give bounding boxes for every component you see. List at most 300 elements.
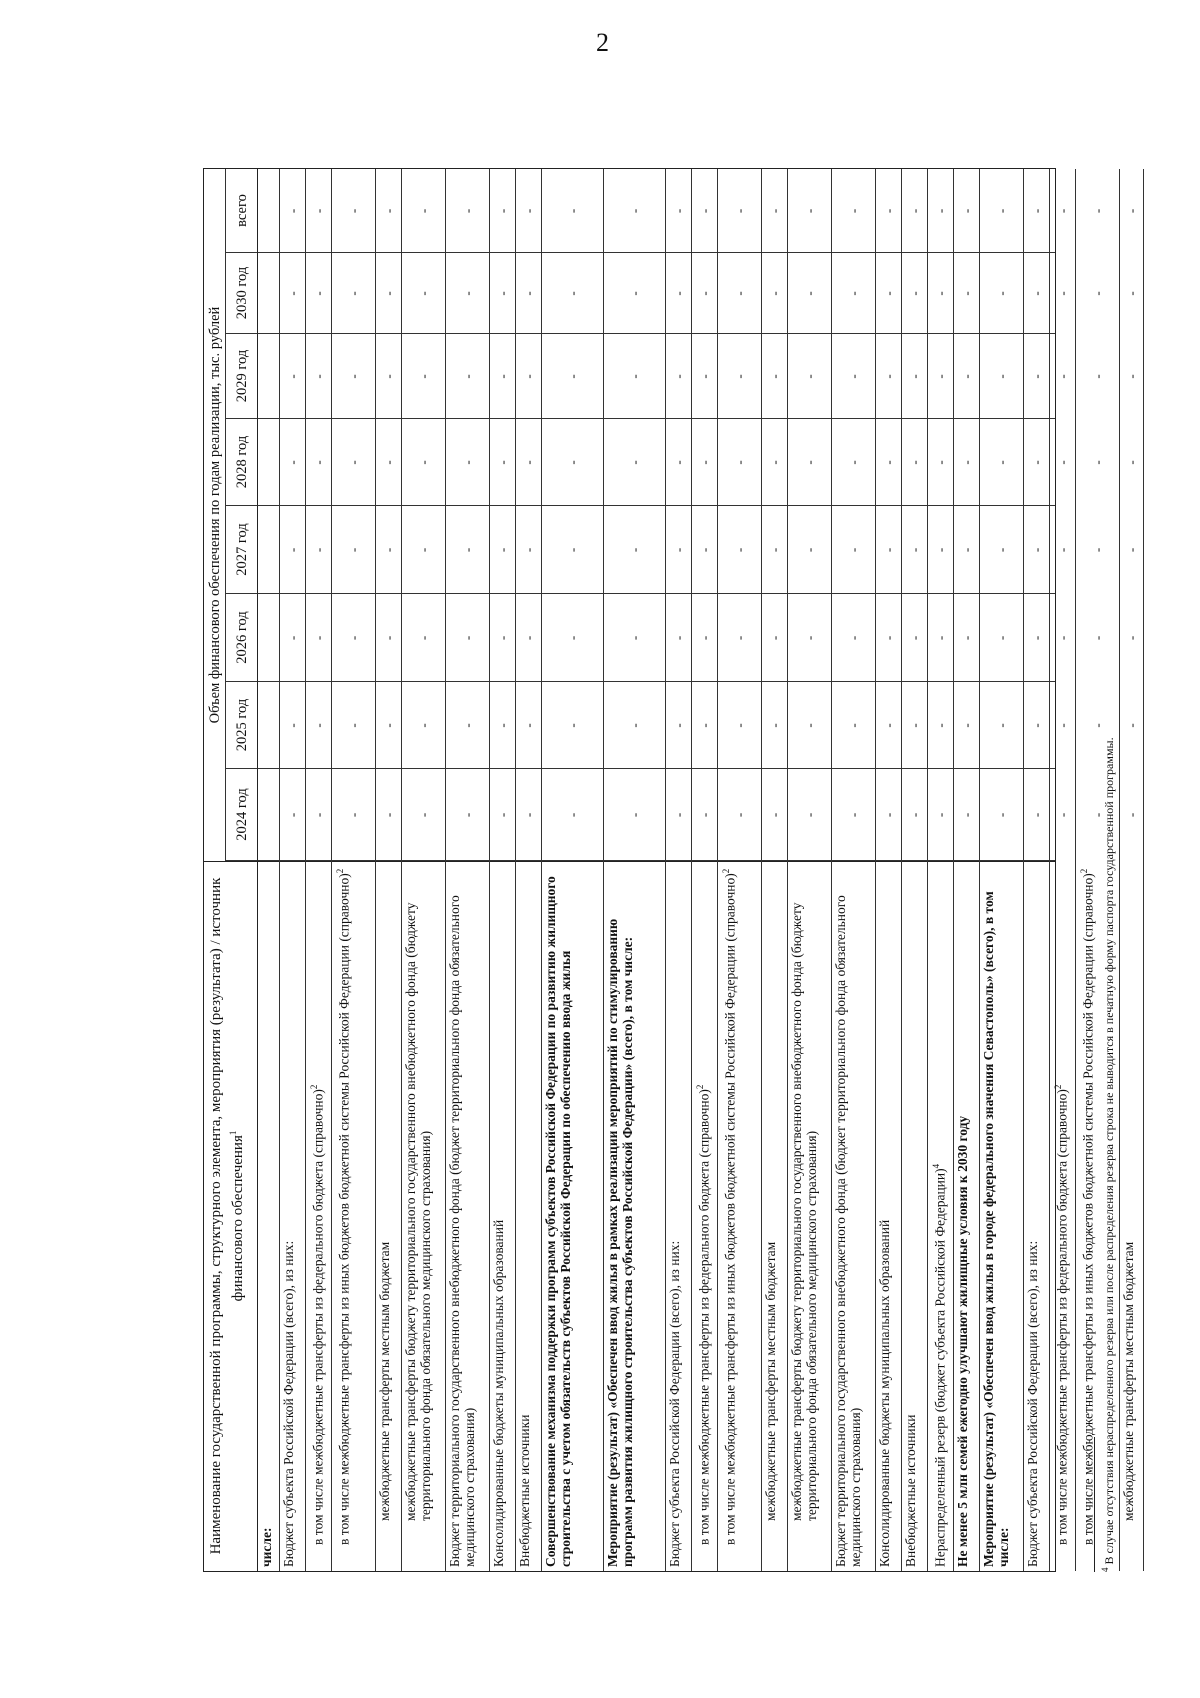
row-value-cell: - — [1055, 635, 1070, 641]
row-label-text: в том числе межбюджетные трансферты из федерального бюджета (справочно) — [310, 1089, 326, 1545]
row-value-cell: - — [460, 547, 475, 553]
table-row — [1120, 169, 1144, 1571]
finance-group-header: Объем финансового обеспечения по годам реализации, тыс. рублей — [204, 169, 226, 861]
row-value-cell: - — [907, 723, 922, 728]
row-value-cell: - — [697, 374, 712, 379]
row-value-cell: - — [285, 723, 300, 728]
row-label-text: Внебюджетные источники — [517, 1414, 532, 1567]
row-value-cell: - — [959, 635, 974, 641]
row-value-cell: - — [846, 723, 861, 728]
row-value-cell: - — [346, 460, 361, 465]
row-value-cell: - — [767, 723, 782, 728]
row-value-cell: - — [346, 208, 361, 214]
footnote — [1100, 172, 1117, 1572]
row-value-cell: - — [521, 812, 536, 818]
row-value-cell: - — [1090, 547, 1105, 553]
table-row — [516, 169, 542, 1571]
row-value-cell: - — [994, 723, 1009, 728]
row-value-cell: - — [907, 547, 922, 553]
row-value-cell: - — [416, 291, 431, 296]
row-value-cell: - — [907, 208, 922, 214]
row-value-cell: - — [521, 291, 536, 296]
table-row — [542, 169, 604, 1571]
row-value-cell: - — [460, 460, 475, 465]
row-value-cell: - — [381, 723, 396, 728]
year-header-6: 2030 год — [226, 253, 258, 334]
row-value-cell: - — [565, 723, 580, 728]
row-value-cell: - — [767, 460, 782, 465]
row-value-cell: - — [1124, 547, 1139, 553]
row-label-text: межбюджетные трансферты бюджету территориального государственного внебюджетного фонда (бюджету территориального фонда обязательного медицинского страхования) — [789, 902, 819, 1521]
row-value-cell: - — [311, 374, 326, 379]
row-value-cell: - — [1029, 291, 1044, 296]
table-row — [954, 169, 980, 1571]
row-value-cell: - — [416, 460, 431, 465]
table-row — [1024, 169, 1050, 1571]
row-value-cell: - — [416, 208, 431, 214]
row-value-cell: - — [802, 547, 817, 553]
row-value-cell: - — [933, 812, 948, 818]
row-value-cell: - — [311, 812, 326, 818]
row-label — [1025, 865, 1040, 1567]
row-label-text: межбюджетные трансферты местным бюджетам — [377, 1241, 392, 1521]
row-label-text: Внебюджетные источники — [903, 1414, 918, 1567]
row-value-cell: - — [381, 208, 396, 214]
row-value-cell: - — [381, 812, 396, 818]
row-label-text: в том числе межбюджетные трансферты из иных бюджетов бюджетной системы Российской Федерации (справочно) — [336, 873, 352, 1545]
row-value-cell: - — [933, 208, 948, 214]
row-value-cell: - — [959, 291, 974, 296]
row-label-text: Бюджет субъекта Российской Федерации (всего), из них: — [281, 1240, 296, 1567]
table-row — [788, 169, 832, 1571]
row-label-text: числе: — [259, 1527, 274, 1567]
table-row — [446, 169, 490, 1571]
row-value-cell: - — [802, 374, 817, 379]
row-value-cell: - — [521, 460, 536, 465]
rotated-page-content — [0, 88, 1200, 1698]
name-column-header — [204, 861, 258, 1571]
row-label-text: Консолидированные бюджеты муниципальных образований — [877, 1219, 892, 1567]
row-label — [281, 865, 296, 1567]
year-header-5: 2029 год — [226, 334, 258, 419]
row-value-cell: - — [285, 208, 300, 214]
row-value-cell: - — [311, 460, 326, 465]
row-value-cell — [258, 419, 279, 506]
row-value-cell: - — [697, 723, 712, 728]
year-header-4: 2028 год — [226, 419, 258, 506]
row-label-text: Мероприятие (результат) «Обеспечен ввод жилья в рамках реализации мероприятий по стимулированию программ развития жилищного строительства субъектов Российской Федерации» (всего), в том числе: — [605, 918, 635, 1567]
row-label — [543, 865, 573, 1567]
row-value-cell: - — [767, 374, 782, 379]
row-value-cell: - — [933, 547, 948, 553]
row-label — [491, 865, 506, 1567]
row-label-sup: 2 — [1079, 868, 1089, 874]
table-row — [928, 169, 954, 1571]
row-value-cell: - — [881, 635, 896, 641]
row-value-cell: - — [959, 723, 974, 728]
row-value-cell: - — [802, 723, 817, 728]
row-value-cell: - — [381, 547, 396, 553]
row-value-cell: - — [1029, 374, 1044, 379]
row-value-cell: - — [1055, 208, 1070, 214]
row-value-cell: - — [846, 208, 861, 214]
row-value-cell: - — [1029, 208, 1044, 214]
table-row — [876, 169, 902, 1571]
row-value-cell: - — [732, 460, 747, 465]
table-row — [832, 169, 876, 1571]
row-value-cell: - — [346, 812, 361, 818]
row-value-cell: - — [732, 547, 747, 553]
row-value-cell: - — [346, 547, 361, 553]
row-value-cell: - — [1029, 723, 1044, 728]
table-row — [402, 169, 446, 1571]
name-column-header-text: Наименование государственной программы, структурного элемента, мероприятия (результата) / источник финансового обеспечения — [208, 877, 246, 1555]
row-value-cell: - — [846, 460, 861, 465]
row-value-cell: - — [1055, 374, 1070, 379]
year-header-7: всего — [226, 169, 258, 253]
table-row — [980, 169, 1024, 1571]
row-label — [693, 865, 712, 1545]
row-value-cell: - — [627, 460, 642, 465]
row-value-cell: - — [1090, 374, 1105, 379]
row-value-cell: - — [767, 812, 782, 818]
row-value-cell: - — [311, 723, 326, 728]
row-value-cell: - — [994, 374, 1009, 379]
table-row — [692, 169, 718, 1571]
row-label-text: в том числе межбюджетные трансферты из федерального бюджета (справочно) — [696, 1089, 712, 1545]
row-label — [955, 865, 970, 1567]
row-value-cell: - — [994, 635, 1009, 641]
row-value-cell: - — [881, 723, 896, 728]
page-number: 2 — [596, 28, 609, 57]
row-value-cell: - — [881, 460, 896, 465]
row-value-cell: - — [381, 460, 396, 465]
row-value-cell: - — [1055, 291, 1070, 296]
row-value-cell: - — [495, 547, 510, 553]
row-value-cell: - — [994, 812, 1009, 818]
row-value-cell: - — [933, 374, 948, 379]
row-label — [719, 865, 738, 1545]
row-value-cell: - — [767, 635, 782, 641]
row-value-cell: - — [627, 208, 642, 214]
row-value-cell: - — [285, 635, 300, 641]
row-value-cell: - — [1124, 635, 1139, 641]
row-value-cell: - — [311, 635, 326, 641]
row-value-cell: - — [933, 723, 948, 728]
row-label-text: в том числе межбюджетные трансферты из иных бюджетов бюджетной системы Российской Федерации (справочно) — [722, 873, 738, 1545]
row-value-cell: - — [416, 812, 431, 818]
row-value-cell: - — [959, 460, 974, 465]
row-value-cell: - — [732, 723, 747, 728]
row-value-cell: - — [495, 723, 510, 728]
row-value-cell: - — [627, 547, 642, 553]
row-label-text: Бюджет территориального государственного внебюджетного фонда (бюджет территориального фонда обязательного медицинского страхования) — [447, 895, 477, 1567]
row-value-cell: - — [907, 635, 922, 641]
row-value-cell: - — [1124, 812, 1139, 818]
row-label — [789, 865, 819, 1521]
row-value-cell — [258, 506, 279, 594]
row-value-cell: - — [1124, 291, 1139, 296]
row-value-cell: - — [565, 547, 580, 553]
row-value-cell: - — [416, 547, 431, 553]
table-row — [306, 169, 332, 1571]
row-value-cell — [258, 334, 279, 419]
row-value-cell: - — [285, 291, 300, 296]
row-label — [447, 865, 477, 1567]
row-value-cell: - — [311, 291, 326, 296]
table-row — [902, 169, 928, 1571]
row-label — [1077, 865, 1096, 1545]
row-label — [1051, 865, 1070, 1545]
row-value-cell: - — [881, 208, 896, 214]
row-value-cell: - — [732, 291, 747, 296]
row-label — [259, 865, 274, 1567]
row-value-cell: - — [381, 635, 396, 641]
row-value-cell: - — [671, 547, 686, 553]
row-value-cell: - — [495, 208, 510, 214]
row-value-cell: - — [881, 291, 896, 296]
row-value-cell: - — [381, 374, 396, 379]
row-value-cell: - — [1055, 723, 1070, 728]
footnote-text: В случае отсутствия нераспределенного резерва или после распределения резерва строка не выводится в печатную форму паспорта государственной программы. — [1102, 737, 1116, 1565]
row-value-cell: - — [521, 723, 536, 728]
table-row — [490, 169, 516, 1571]
row-value-cell: - — [671, 723, 686, 728]
row-label-text: Консолидированные бюджеты муниципальных образований — [491, 1219, 506, 1567]
row-value-cell: - — [671, 460, 686, 465]
row-value-cell: - — [802, 812, 817, 818]
footnote-sup: 4 — [1100, 1567, 1110, 1572]
row-label — [517, 865, 532, 1567]
row-label-text: Бюджет территориального государственного внебюджетного фонда (бюджет территориального фонда обязательного медицинского страхования) — [833, 895, 863, 1567]
row-label — [377, 865, 392, 1521]
row-label — [833, 865, 863, 1567]
row-value-cell: - — [959, 208, 974, 214]
row-label-text: Мероприятие (результат) «Обеспечен ввод жилья в городе федерального значения Севастополь» (всего), в том числе: — [981, 891, 1011, 1567]
row-value-cell — [258, 682, 279, 769]
row-value-cell: - — [671, 635, 686, 641]
row-label — [1121, 865, 1136, 1521]
row-value-cell: - — [697, 547, 712, 553]
row-value-cell: - — [907, 460, 922, 465]
row-value-cell: - — [521, 547, 536, 553]
year-header-2: 2026 год — [226, 594, 258, 682]
row-value-cell: - — [671, 291, 686, 296]
row-value-cell: - — [933, 635, 948, 641]
row-value-cell: - — [697, 460, 712, 465]
row-value-cell: - — [311, 547, 326, 553]
row-value-cell: - — [1090, 291, 1105, 296]
row-value-cell: - — [627, 291, 642, 296]
row-value-cell: - — [1090, 812, 1105, 818]
row-value-cell: - — [671, 374, 686, 379]
row-value-cell: - — [732, 635, 747, 641]
row-value-cell: - — [627, 723, 642, 728]
row-value-cell: - — [460, 291, 475, 296]
row-label-text: Совершенствование механизма поддержки программ субъектов Российской Федерации по развитию жилищного строительства с учетом обязательств субъектов Российской Федерации по обеспечению ввода жилья — [543, 876, 573, 1567]
row-value-cell: - — [565, 291, 580, 296]
row-value-cell: - — [565, 635, 580, 641]
table-row — [332, 169, 376, 1571]
row-value-cell: - — [959, 547, 974, 553]
row-value-cell: - — [1090, 460, 1105, 465]
row-value-cell: - — [1055, 547, 1070, 553]
row-label — [605, 865, 635, 1567]
row-value-cell: - — [994, 291, 1009, 296]
row-label-sup: 2 — [721, 868, 731, 874]
row-value-cell: - — [311, 208, 326, 214]
row-value-cell: - — [1029, 547, 1044, 553]
row-value-cell: - — [732, 812, 747, 818]
row-value-cell: - — [627, 812, 642, 818]
row-value-cell: - — [495, 635, 510, 641]
footnote-rule — [1094, 1437, 1095, 1572]
row-value-cell: - — [907, 374, 922, 379]
row-value-cell: - — [994, 208, 1009, 214]
row-value-cell: - — [495, 291, 510, 296]
row-value-cell: - — [495, 812, 510, 818]
table-row — [258, 169, 280, 1571]
row-value-cell: - — [959, 812, 974, 818]
row-value-cell: - — [671, 812, 686, 818]
row-value-cell — [258, 594, 279, 682]
row-label — [403, 865, 433, 1521]
row-label-text: межбюджетные трансферты местным бюджетам — [1121, 1241, 1136, 1521]
row-value-cell: - — [881, 812, 896, 818]
table-row — [718, 169, 762, 1571]
row-label — [903, 865, 918, 1567]
row-label — [667, 865, 682, 1567]
table-row — [604, 169, 666, 1571]
table-row — [762, 169, 788, 1571]
row-value-cell: - — [495, 460, 510, 465]
row-value-cell: - — [285, 460, 300, 465]
row-label-sup: 2 — [695, 1084, 705, 1090]
row-value-cell: - — [565, 208, 580, 214]
row-label-text: Бюджет субъекта Российской Федерации (всего), из них: — [1025, 1240, 1040, 1567]
row-value-cell: - — [521, 635, 536, 641]
row-label-text: межбюджетные трансферты бюджету территориального государственного внебюджетного фонда (бюджету территориального фонда обязательного медицинского страхования) — [403, 902, 433, 1521]
row-value-cell: - — [994, 547, 1009, 553]
row-value-cell: - — [959, 374, 974, 379]
row-value-cell: - — [460, 208, 475, 214]
row-value-cell: - — [521, 374, 536, 379]
year-header-0: 2024 год — [226, 769, 258, 861]
row-value-cell: - — [881, 547, 896, 553]
row-value-cell: - — [846, 812, 861, 818]
row-value-cell: - — [381, 291, 396, 296]
row-value-cell: - — [460, 723, 475, 728]
row-value-cell — [258, 253, 279, 334]
year-header-1: 2025 год — [226, 682, 258, 769]
row-value-cell — [258, 769, 279, 861]
row-label — [763, 865, 778, 1521]
row-label-sup: 2 — [309, 1084, 319, 1090]
row-value-cell: - — [565, 460, 580, 465]
row-label-text: Бюджет субъекта Российской Федерации (всего), из них: — [667, 1240, 682, 1567]
table-row — [280, 169, 306, 1571]
row-value-cell: - — [846, 374, 861, 379]
row-value-cell: - — [627, 374, 642, 379]
row-label-text: в том числе межбюджетные трансферты из иных бюджетов бюджетной системы Российской Федерации (справочно) — [1080, 873, 1096, 1545]
row-value-cell: - — [907, 291, 922, 296]
row-value-cell: - — [460, 374, 475, 379]
row-value-cell: - — [416, 374, 431, 379]
row-value-cell: - — [697, 812, 712, 818]
row-label — [929, 865, 948, 1567]
row-value-cell: - — [802, 291, 817, 296]
year-header-3: 2027 год — [226, 506, 258, 594]
row-label-sup: 4 — [931, 1163, 941, 1169]
row-label-sup: 2 — [1053, 1084, 1063, 1090]
table-row — [1050, 169, 1076, 1571]
row-value-cell: - — [907, 812, 922, 818]
row-label — [333, 865, 352, 1545]
row-value-cell: - — [285, 812, 300, 818]
row-value-cell: - — [346, 374, 361, 379]
row-label-text: в том числе межбюджетные трансферты из федерального бюджета (справочно) — [1054, 1089, 1070, 1545]
row-value-cell: - — [697, 291, 712, 296]
row-label-text: межбюджетные трансферты местным бюджетам — [763, 1241, 778, 1521]
row-value-cell: - — [846, 547, 861, 553]
row-value-cell: - — [1055, 812, 1070, 818]
row-value-cell: - — [1124, 723, 1139, 728]
row-value-cell: - — [1029, 635, 1044, 641]
row-value-cell: - — [671, 208, 686, 214]
row-value-cell: - — [697, 208, 712, 214]
row-label-text: Не менее 5 млн семей ежегодно улучшают жилищные условия к 2030 году — [955, 1115, 970, 1567]
row-value-cell: - — [933, 460, 948, 465]
row-value-cell — [258, 169, 279, 253]
row-label-sup: 2 — [335, 868, 345, 874]
row-value-cell: - — [881, 374, 896, 379]
row-value-cell: - — [1124, 208, 1139, 214]
row-value-cell: - — [802, 635, 817, 641]
row-value-cell: - — [627, 635, 642, 641]
row-value-cell: - — [767, 208, 782, 214]
row-value-cell: - — [1124, 374, 1139, 379]
row-value-cell: - — [802, 460, 817, 465]
row-value-cell: - — [285, 547, 300, 553]
row-value-cell: - — [933, 291, 948, 296]
row-label-text: Нераспределенный резерв (бюджет субъекта Российской Федерации) — [932, 1168, 948, 1567]
row-value-cell: - — [285, 374, 300, 379]
row-value-cell: - — [1090, 723, 1105, 728]
row-value-cell: - — [565, 812, 580, 818]
row-value-cell: - — [346, 723, 361, 728]
row-value-cell: - — [732, 374, 747, 379]
row-value-cell: - — [1090, 208, 1105, 214]
row-value-cell: - — [994, 460, 1009, 465]
row-value-cell: - — [416, 635, 431, 641]
table-row — [376, 169, 402, 1571]
row-value-cell: - — [846, 635, 861, 641]
row-value-cell: - — [460, 812, 475, 818]
row-value-cell: - — [521, 208, 536, 214]
table-row — [666, 169, 692, 1571]
row-value-cell: - — [802, 208, 817, 214]
row-label — [307, 865, 326, 1545]
row-value-cell: - — [346, 635, 361, 641]
row-value-cell: - — [1029, 460, 1044, 465]
row-value-cell: - — [1029, 812, 1044, 818]
row-value-cell: - — [1090, 635, 1105, 641]
row-value-cell: - — [1055, 460, 1070, 465]
row-value-cell: - — [1124, 460, 1139, 465]
row-value-cell: - — [767, 291, 782, 296]
name-column-header-sup: 1 — [228, 1130, 238, 1136]
row-value-cell: - — [495, 374, 510, 379]
